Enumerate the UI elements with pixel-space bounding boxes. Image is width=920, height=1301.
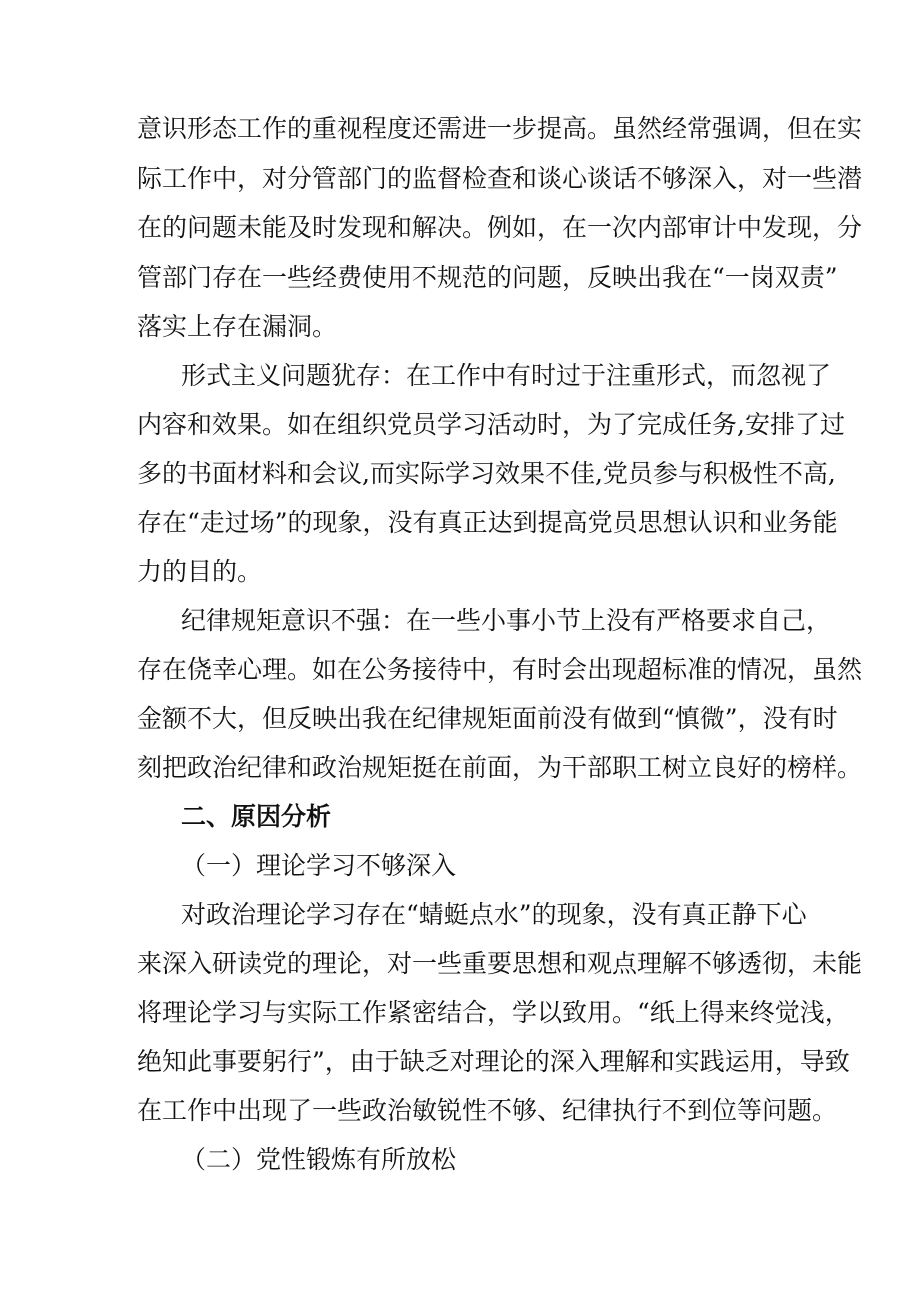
text-line-8: 多的书面材料和会议,而实际学习效果不佳,党员参与积极性不高, <box>137 459 836 488</box>
section-heading-cause-analysis: 二、原因分析 <box>181 802 332 831</box>
text-line-13: 金额不大，但反映出我在纪律规矩面前没有做到“慎微”，没有时 <box>137 704 838 733</box>
text-line-12: 存在侥幸心理。如在公务接待中，有时会出现超标准的情况，虽然 <box>137 655 863 684</box>
text-line-9: 存在“走过场”的现象，没有真正达到提高党员思想认识和业务能 <box>137 508 838 537</box>
paragraph-start-theory: 对政治理论学习存在“蜻蜓点水”的现象，没有真正静下心 <box>181 900 807 929</box>
text-line-20: 绝知此事要躬行”，由于缺乏对理论的深入理解和实践运用，导致 <box>137 1047 850 1076</box>
subheading-party-training: （二）党性锻炼有所放松 <box>181 1145 457 1174</box>
text-line-18: 来深入研读党的理论，对一些重要思想和观点理解不够透彻，未能 <box>137 949 863 978</box>
text-line-5: 落实上存在漏洞。 <box>137 312 338 341</box>
text-line-3: 在的问题未能及时发现和解决。例如，在一次内部审计中发现，分 <box>137 213 863 242</box>
text-line-19: 将理论学习与实际工作紧密结合，学以致用。“纸上得来终觉浅， <box>137 998 850 1027</box>
text-line-10: 力的目的。 <box>137 557 263 586</box>
text-line-21: 在工作中出现了一些政治敏锐性不够、纪律执行不到位等问题。 <box>137 1096 838 1125</box>
text-line-2: 际工作中，对分管部门的监督检查和谈心谈话不够深入，对一些潜 <box>137 164 863 193</box>
text-line-7: 内容和效果。如在组织党员学习活动时，为了完成任务,安排了过 <box>137 410 845 439</box>
text-line-4: 管部门存在一些经费使用不规范的问题，反映出我在“一岗双责” <box>137 263 838 292</box>
paragraph-start-formalism: 形式主义问题犹存：在工作中有时过于注重形式，而忽视了 <box>181 361 832 390</box>
text-line-14: 刻把政治纪律和政治规矩挺在前面，为干部职工树立良好的榜样。 <box>137 753 863 782</box>
subheading-theory-study: （一）理论学习不够深入 <box>181 851 457 880</box>
text-line-1: 意识形态工作的重视程度还需进一步提高。虽然经常强调，但在实 <box>137 114 863 143</box>
paragraph-start-discipline: 纪律规矩意识不强：在一些小事小节上没有严格要求自己， <box>181 606 832 635</box>
